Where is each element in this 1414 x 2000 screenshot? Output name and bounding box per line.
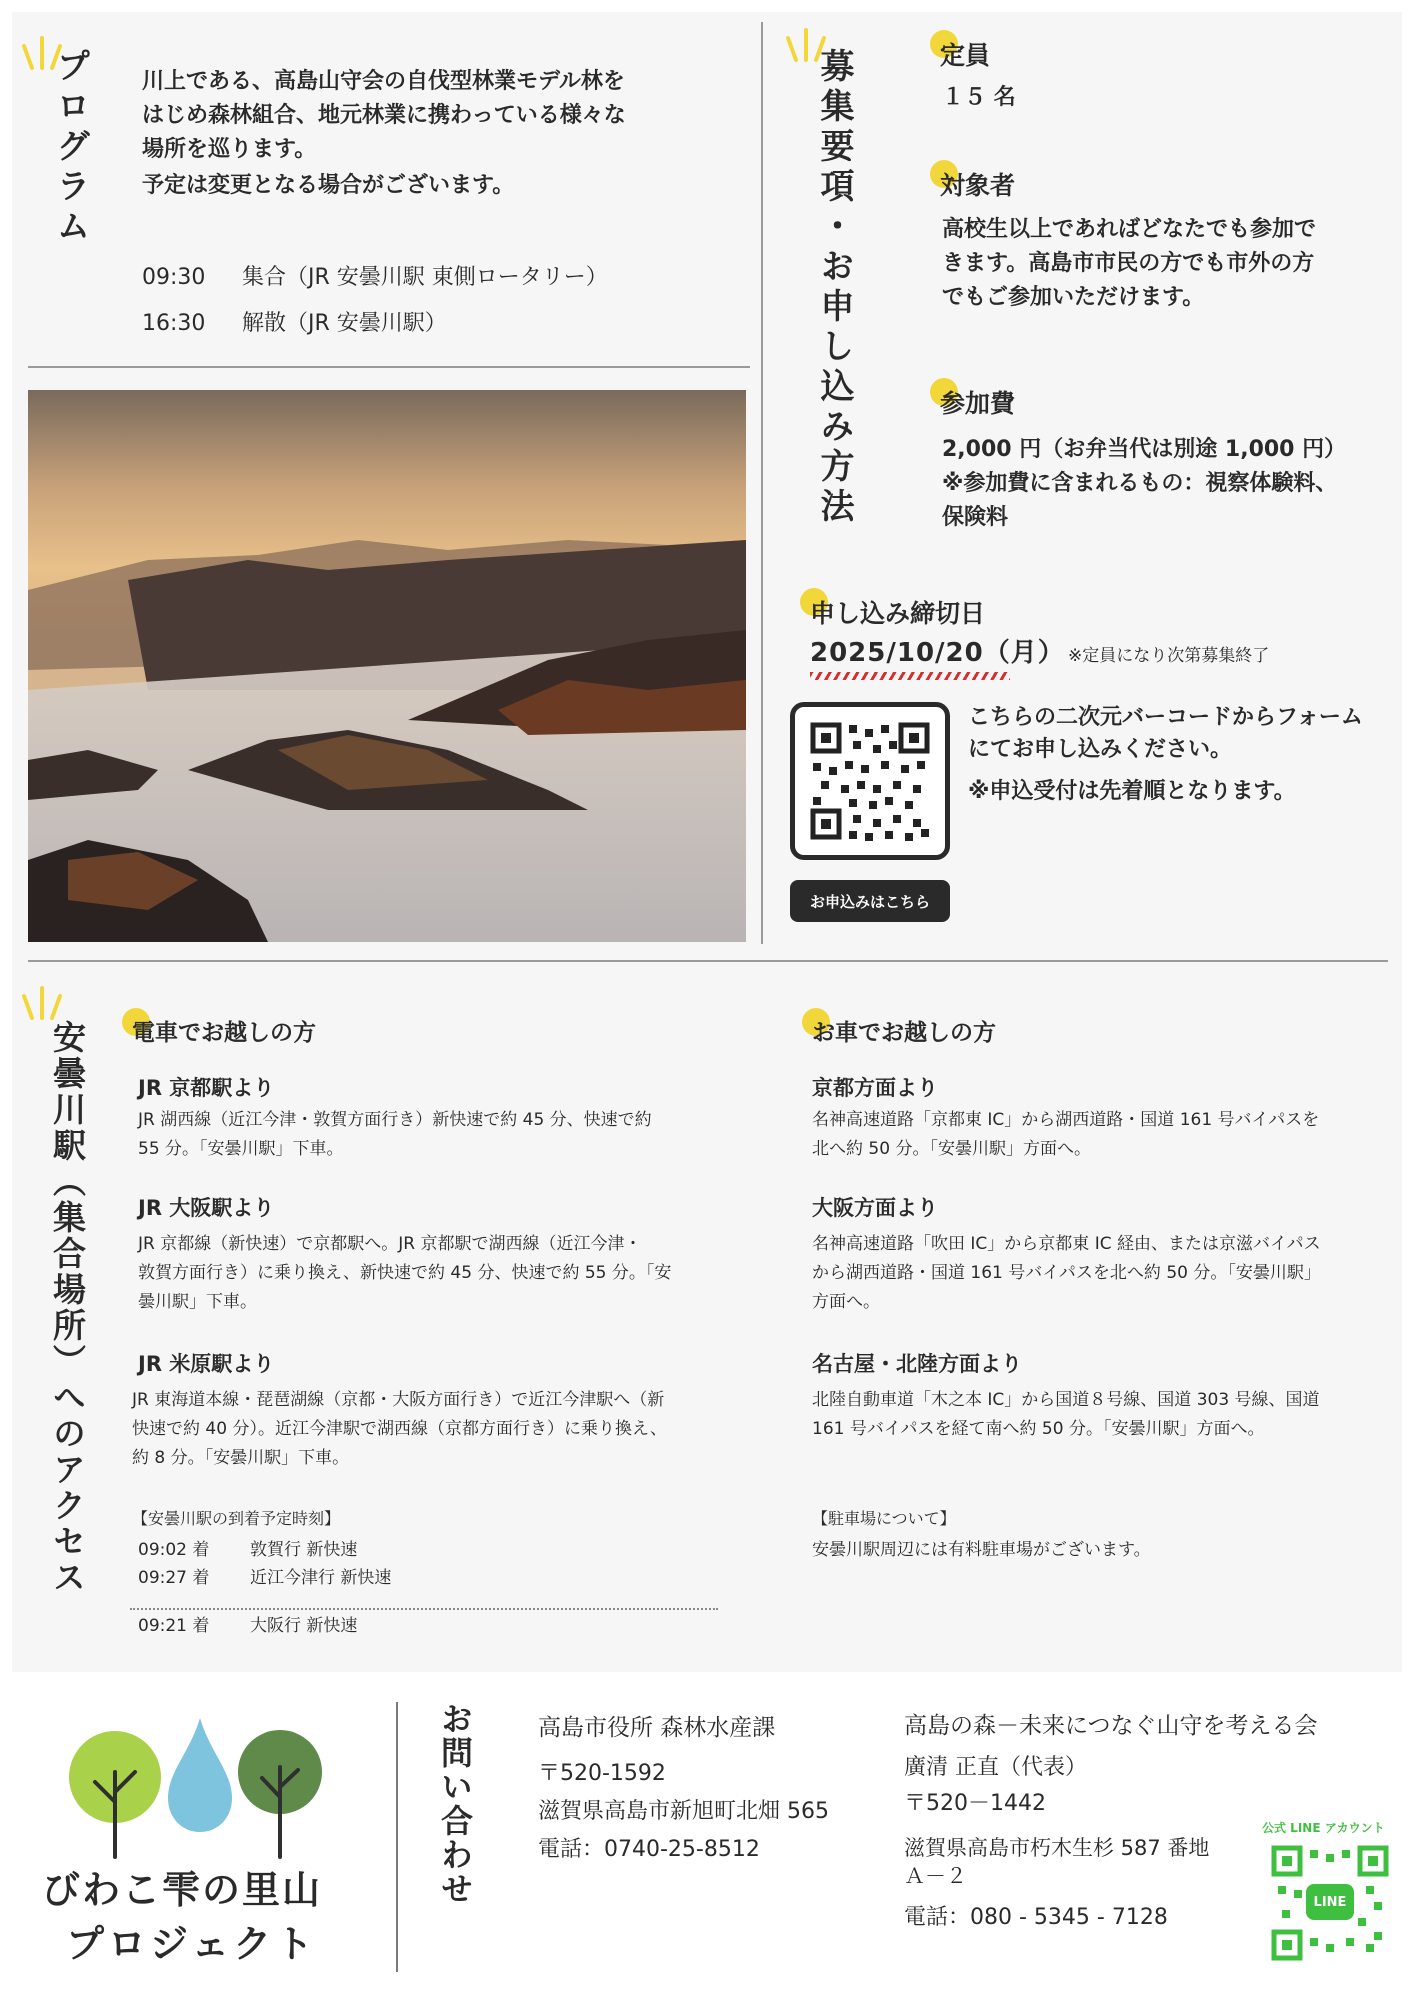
target-text-1: 高校生以上であればどなたでも参加で [942, 217, 1317, 242]
capacity-label: 定員 [940, 41, 991, 70]
arrival-3-text: 大阪行 新快速 [250, 1616, 358, 1636]
program-divider [28, 366, 750, 368]
train-route-2-from: JR 大阪駅より [138, 1196, 275, 1220]
section-vertical-divider [761, 22, 763, 944]
contact-title: お問い合わせ [436, 1702, 474, 1906]
train-route-3-text-1: JR 東海道本線・琵琶湖線（京都・大阪方面行き）で近江今津駅へ（新 [132, 1390, 665, 1410]
fee-text-2: ※参加費に含まれるもの：視察体験料、 [942, 471, 1338, 496]
mountain-photo [28, 390, 746, 942]
train-route-3-text-3: 約 8 分。「安曇川駅」下車。 [132, 1448, 350, 1468]
qr-text-1: こちらの二次元バーコードからフォーム [968, 705, 1363, 730]
train-route-1-text-1: JR 湖西線（近江今津・敦賀方面行き）新快速で約 45 分、快速で約 [138, 1110, 652, 1130]
assoc-address-2: Ａ－２ [904, 1864, 967, 1888]
target-label: 対象者 [940, 171, 1016, 200]
train-route-3-text-2: 快速で約 40 分）。近江今津駅で湖西線（京都方面行き）に乗り換え、 [132, 1419, 667, 1439]
car-label: お車でお越しの方 [812, 1020, 996, 1046]
line-logo-text: LINE [1313, 1894, 1347, 1910]
train-route-2-text-3: 曇川駅」下車。 [138, 1292, 257, 1312]
program-desc-line-4: 予定は変更となる場合がございます。 [142, 173, 515, 198]
line-qr-code[interactable] [1270, 1844, 1390, 1962]
program-desc-line-3: 場所を巡ります。 [142, 137, 317, 162]
car-route-2-text-1: 名神高速道路「吹田 IC」から京都東 IC 経由、または京滋バイパス [812, 1234, 1321, 1254]
deadline-underline [810, 672, 1010, 680]
qr-note: ※申込受付は先着順となります。 [968, 779, 1296, 804]
car-route-3-text-2: 161 号バイパスを経て南へ約 50 分。「安曇川駅」方面へ。 [812, 1419, 1265, 1439]
car-route-2-from: 大阪方面より [812, 1196, 938, 1220]
train-route-3-from: JR 米原駅より [138, 1352, 275, 1376]
footer-divider [396, 1702, 398, 1972]
assoc-zip: 〒520－1442 [904, 1791, 1046, 1816]
city-phone: 電話：0740-25-8512 [538, 1837, 760, 1862]
train-route-2-text-2: 敦賀方面行き）に乗り換え、新快速で約 45 分、快速で約 55 分。「安 [138, 1263, 672, 1283]
deadline-date: 2025/10/20（月） [810, 638, 1065, 668]
deadline-note: ※定員になり次第募集終了 [1068, 646, 1270, 666]
arrival-3-time: 09:21 着 [138, 1616, 210, 1636]
program-title: プログラム [50, 48, 90, 248]
car-route-2-text-3: 方面へ。 [812, 1292, 880, 1312]
footer [0, 1672, 1414, 2000]
arrival-1-text: 敦賀行 新快速 [250, 1540, 358, 1560]
accent-burst-icon [22, 980, 62, 1020]
program-desc-line-1: 川上である、高島山守会の自伐型林業モデル林を [142, 69, 625, 94]
schedule-text-1: 集合（JR 安曇川駅 東側ロータリー） [242, 265, 608, 290]
apply-button[interactable]: お申込みはこちら [790, 880, 950, 922]
car-route-1-text-2: 北へ約 50 分。「安曇川駅」方面へ。 [812, 1139, 1091, 1159]
schedule-text-2: 解散（JR 安曇川駅） [242, 311, 447, 336]
project-logo [60, 1712, 330, 1862]
fee-text-1: 2,000 円（お弁当代は別途 1,000 円） [942, 437, 1347, 462]
deadline-label: 申し込み締切日 [810, 599, 986, 628]
assoc-rep: 廣清 正直（代表） [904, 1755, 1087, 1780]
city-name: 高島市役所 森林水産課 [538, 1715, 776, 1741]
train-route-1-from: JR 京都駅より [138, 1076, 275, 1100]
line-account-label: 公式 LINE アカウント [1262, 1821, 1385, 1835]
parking-text: 安曇川駅周辺には有料駐車場がございます。 [812, 1540, 1151, 1560]
arrival-2-time: 09:27 着 [138, 1568, 210, 1588]
arrival-2-text: 近江今津行 新快速 [250, 1568, 392, 1588]
capacity-value: １５ 名 [942, 85, 1016, 110]
program-desc-line-2: はじめ森林組合、地元林業に携わっている様々な [142, 103, 626, 128]
city-zip: 〒520-1592 [538, 1761, 666, 1786]
recruit-title: 募集要項・お申し込み方法 [814, 48, 854, 528]
car-route-3-text-1: 北陸自動車道「木之本 IC」から国道８号線、国道 303 号線、国道 [812, 1390, 1320, 1410]
car-route-3-from: 名古屋・北陸方面より [812, 1352, 1022, 1376]
project-name-line-2: プロジェクト [66, 1922, 318, 1966]
schedule-time-2: 16:30 [142, 311, 206, 336]
qr-code[interactable] [790, 702, 950, 860]
fee-text-3: 保険料 [942, 505, 1009, 530]
car-route-1-from: 京都方面より [812, 1076, 938, 1100]
schedule-time-1: 09:30 [142, 265, 206, 290]
arrival-label: 【安曇川駅の到着予定時刻】 [132, 1509, 341, 1528]
arrival-1-time: 09:02 着 [138, 1540, 210, 1560]
target-text-2: きます。高島市市民の方でも市外の方 [942, 251, 1315, 276]
access-divider [28, 960, 1388, 962]
qr-text-2: にてお申し込みください。 [968, 737, 1233, 762]
fee-label: 参加費 [940, 389, 1016, 418]
arrival-dotted-divider [130, 1608, 718, 1610]
train-route-2-text-1: JR 京都線（新快速）で京都駅へ。JR 京都駅で湖西線（近江今津・ [138, 1234, 642, 1254]
car-route-2-text-2: から湖西道路・国道 161 号バイパスを北へ約 50 分。「安曇川駅」 [812, 1263, 1321, 1283]
car-route-1-text-1: 名神高速道路「京都東 IC」から湖西道路・国道 161 号バイパスを [812, 1110, 1320, 1130]
assoc-name: 高島の森－未来につなぐ山守を考える会 [904, 1713, 1318, 1739]
train-route-1-text-2: 55 分。「安曇川駅」下車。 [138, 1139, 344, 1159]
parking-label: 【駐車場について】 [812, 1509, 956, 1528]
assoc-address-1: 滋賀県高島市朽木生杉 587 番地 [904, 1836, 1210, 1860]
train-label: 電車でお越しの方 [132, 1020, 316, 1046]
city-address: 滋賀県高島市新旭町北畑 565 [538, 1799, 829, 1824]
assoc-phone: 電話：080 - 5345 - 7128 [904, 1905, 1168, 1930]
target-text-3: でもご参加いただけます。 [942, 285, 1205, 310]
project-name-line-1: びわこ雫の里山 [42, 1868, 323, 1912]
access-title: 安曇川駅（集合場所）へのアクセス [48, 1020, 87, 1596]
